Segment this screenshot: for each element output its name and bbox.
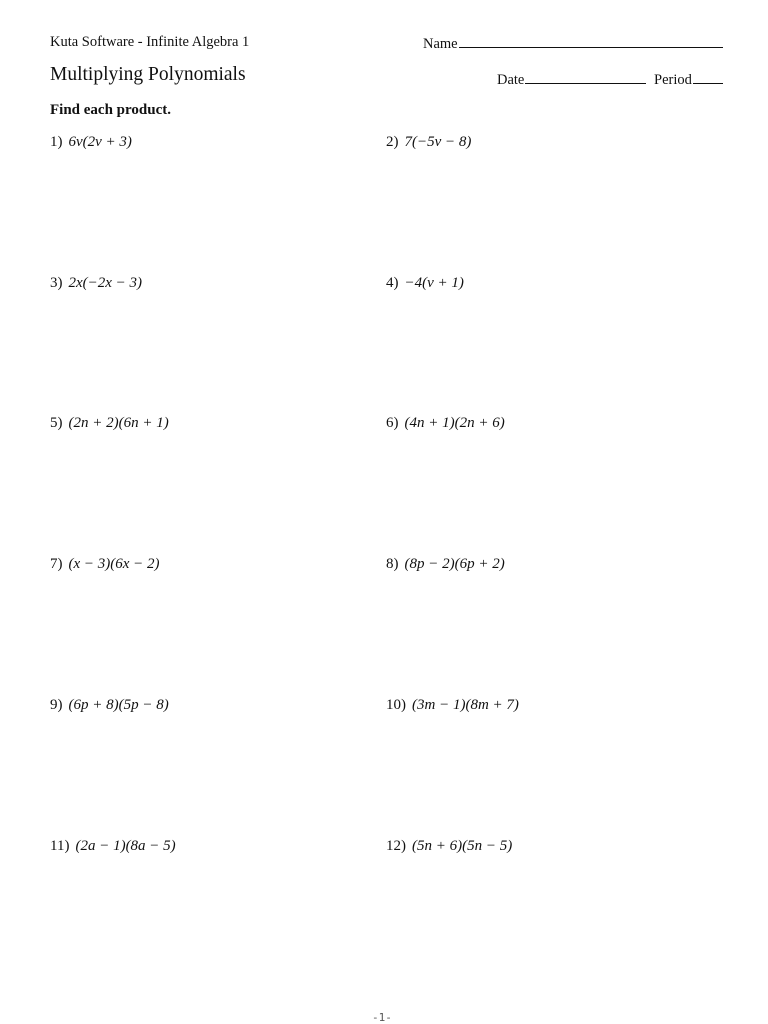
problem-expression: −4(v + 1) [404, 275, 464, 291]
problem-6 [386, 415, 505, 432]
problem-7 [50, 556, 160, 573]
problem-8 [386, 556, 505, 573]
date-field[interactable] [497, 70, 646, 89]
problem-number: 4) [386, 275, 399, 291]
period-label: Period [654, 72, 692, 88]
date-blank-line[interactable] [525, 70, 646, 84]
problem-12 [386, 838, 512, 855]
name-blank-line[interactable] [459, 34, 723, 48]
problem-expression: (2n + 2)(6n + 1) [68, 415, 169, 431]
problem-3 [50, 275, 142, 292]
name-field[interactable] [423, 34, 723, 53]
problem-5 [50, 415, 169, 432]
problem-number: 7) [50, 556, 63, 572]
problem-number: 2) [386, 134, 399, 150]
period-field[interactable] [654, 70, 723, 89]
problem-number: 10) [386, 697, 406, 713]
period-blank-line[interactable] [693, 70, 723, 84]
problem-expression: (8p − 2)(6p + 2) [404, 556, 505, 572]
problem-number: 8) [386, 556, 399, 572]
problem-number: 9) [50, 697, 63, 713]
problem-number: 6) [386, 415, 399, 431]
date-label: Date [497, 72, 525, 88]
problem-expression: (3m − 1)(8m + 7) [412, 697, 519, 713]
problem-expression: (6p + 8)(5p − 8) [68, 697, 169, 713]
problem-number: 1) [50, 134, 63, 150]
instructions: Find each product. [50, 102, 171, 118]
name-label: Name [423, 36, 458, 52]
problem-expression: (x − 3)(6x − 2) [68, 556, 160, 572]
problem-10 [386, 697, 519, 714]
problem-expression: (5n + 6)(5n − 5) [412, 838, 513, 854]
worksheet-title: Multiplying Polynomials [50, 64, 246, 85]
problem-9 [50, 697, 169, 714]
problem-number: 12) [386, 838, 406, 854]
problem-expression: 7(−5v − 8) [404, 134, 472, 150]
problem-11 [50, 838, 176, 855]
problem-2 [386, 134, 471, 151]
problem-4 [386, 275, 464, 292]
problem-expression: (2a − 1)(8a − 5) [75, 838, 176, 854]
problem-number: 5) [50, 415, 63, 431]
problem-expression: (4n + 1)(2n + 6) [404, 415, 505, 431]
problem-number: 3) [50, 275, 63, 291]
publisher-label: Kuta Software - Infinite Algebra 1 [50, 34, 250, 50]
problem-1 [50, 134, 132, 151]
problem-expression: 2x(−2x − 3) [68, 275, 143, 291]
problem-expression: 6v(2v + 3) [68, 134, 132, 150]
problem-number: 11) [50, 838, 70, 854]
page-number: -1- [372, 1011, 392, 1024]
